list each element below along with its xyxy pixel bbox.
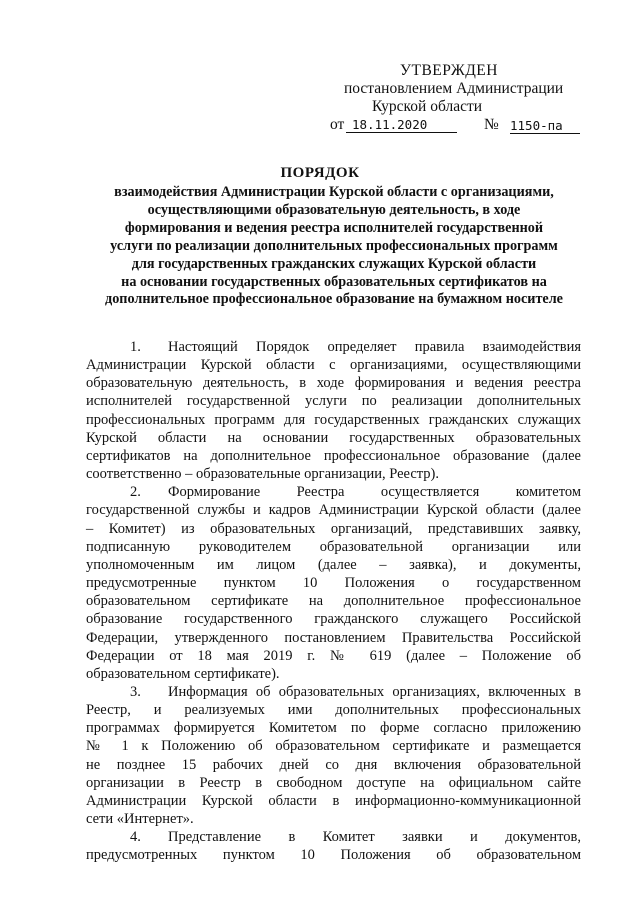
paragraph-line: Администрации Курской области в информационно-коммуникационной	[86, 792, 581, 809]
subtitle-line: формирования и ведения реестра исполнителей государственной	[124, 219, 544, 236]
paragraph-4	[86, 828, 581, 864]
paragraph-line: Реестр, и реализуемых ими дополнительных профессиональных	[86, 702, 581, 719]
paragraph-number: 2.	[130, 484, 141, 501]
paragraph-line: профессиональных программ для государственных гражданских служащих	[86, 411, 581, 428]
subtitle-line: услуги по реализации дополнительных профессиональных программ	[110, 237, 558, 254]
paragraph-line: не позднее 15 рабочих дней со дня включения образовательной	[86, 756, 581, 773]
paragraph-line: 1. Настоящий Порядок определяет правила взаимодействия	[130, 339, 581, 355]
paragraph-number: 3.	[130, 683, 141, 700]
approval-ot-label: от	[330, 116, 345, 133]
paragraph-line: подписанную руководителем образовательной организации или	[86, 538, 581, 555]
subtitle-line: осуществляющими образовательную деятельность, в ходе	[147, 201, 521, 218]
paragraph-line: предусмотренные пунктом 10 Положения о государственном	[86, 575, 581, 592]
approval-date-number-line	[330, 116, 600, 136]
paragraph-line: 4. Представление в Комитет заявки и документов,	[130, 829, 581, 846]
paragraph-number: 1.	[130, 339, 141, 355]
paragraph-line: сертификатов на дополнительное профессиональное образование (далее	[86, 447, 581, 464]
approval-number-sign: №	[484, 116, 499, 133]
paragraph-line: сети «Интернет».	[86, 811, 194, 828]
paragraph-2	[86, 483, 581, 683]
paragraph-1	[86, 338, 581, 483]
paragraph-line: государственной службы и кадров Администрации Курской области (далее	[86, 502, 581, 519]
approval-block	[330, 62, 600, 136]
document-subtitle	[86, 184, 582, 309]
subtitle-line: дополнительное профессиональное образование на бумажном носителе	[105, 291, 563, 308]
subtitle-line: взаимодействия Администрации Курской области с организациями,	[114, 184, 554, 200]
paragraph-line: образовательном сертификате на дополнительное профессиональное	[86, 593, 581, 610]
approval-date: 18.11.2020	[346, 118, 457, 133]
subtitle-line: на основании государственных образовательных сертификатов на	[121, 273, 547, 290]
document-body	[86, 338, 581, 865]
paragraph-line: предусмотренных пунктом 10 Положения об образовательном	[86, 847, 581, 864]
paragraph-line: – Комитет) из образовательных организаций, представивших заявку,	[86, 520, 581, 537]
paragraph-line: Федерации, утвержденного постановлением Правительства Российской	[86, 629, 581, 646]
paragraph-line: программах формируется Комитетом по форме согласно приложению	[86, 720, 581, 737]
approval-decree-line: постановлением Администрации	[344, 80, 564, 97]
paragraph-line: уполномоченным им лицом (далее – заявка), и документы,	[86, 556, 581, 573]
paragraph-line: Администрации Курской области с организациями, осуществляющими	[86, 357, 581, 374]
paragraph-line: исполнителей государственной услуги по реализации дополнительных	[86, 393, 581, 410]
paragraph-line: образование государственного гражданского служащего Российской	[86, 611, 581, 628]
paragraph-line: 3. Информация об образовательных организациях, включенных в	[130, 683, 581, 700]
paragraph-line: образовательную деятельность, в ходе формирования и ведения реестра	[86, 375, 581, 392]
paragraph-line: соответственно – образовательные организации, Реестр).	[86, 466, 439, 483]
paragraph-line: 2. Формирование Реестра осуществляется комитетом	[130, 484, 581, 501]
document-title: ПОРЯДОК	[280, 165, 360, 181]
approval-heading: УТВЕРЖДЕН	[400, 62, 498, 79]
subtitle-line: для государственных гражданских служащих Курской области	[131, 255, 537, 272]
approval-number: 1150-па	[510, 119, 580, 134]
paragraph-line: образовательном сертификате).	[86, 665, 280, 682]
paragraph-line: № 1 к Положению об образовательном сертификате и размещается	[86, 738, 581, 755]
paragraph-line: организации в Реестр в свободном доступе на официальном сайте	[86, 774, 581, 791]
paragraph-number: 4.	[130, 829, 141, 846]
paragraph-line: Курской области на основании государственных образовательных	[86, 429, 581, 446]
approval-region-line: Курской области	[372, 98, 483, 115]
paragraph-line: Федерации от 18 мая 2019 г. № 619 (далее – Положение об	[86, 647, 581, 664]
paragraph-3	[86, 683, 581, 828]
